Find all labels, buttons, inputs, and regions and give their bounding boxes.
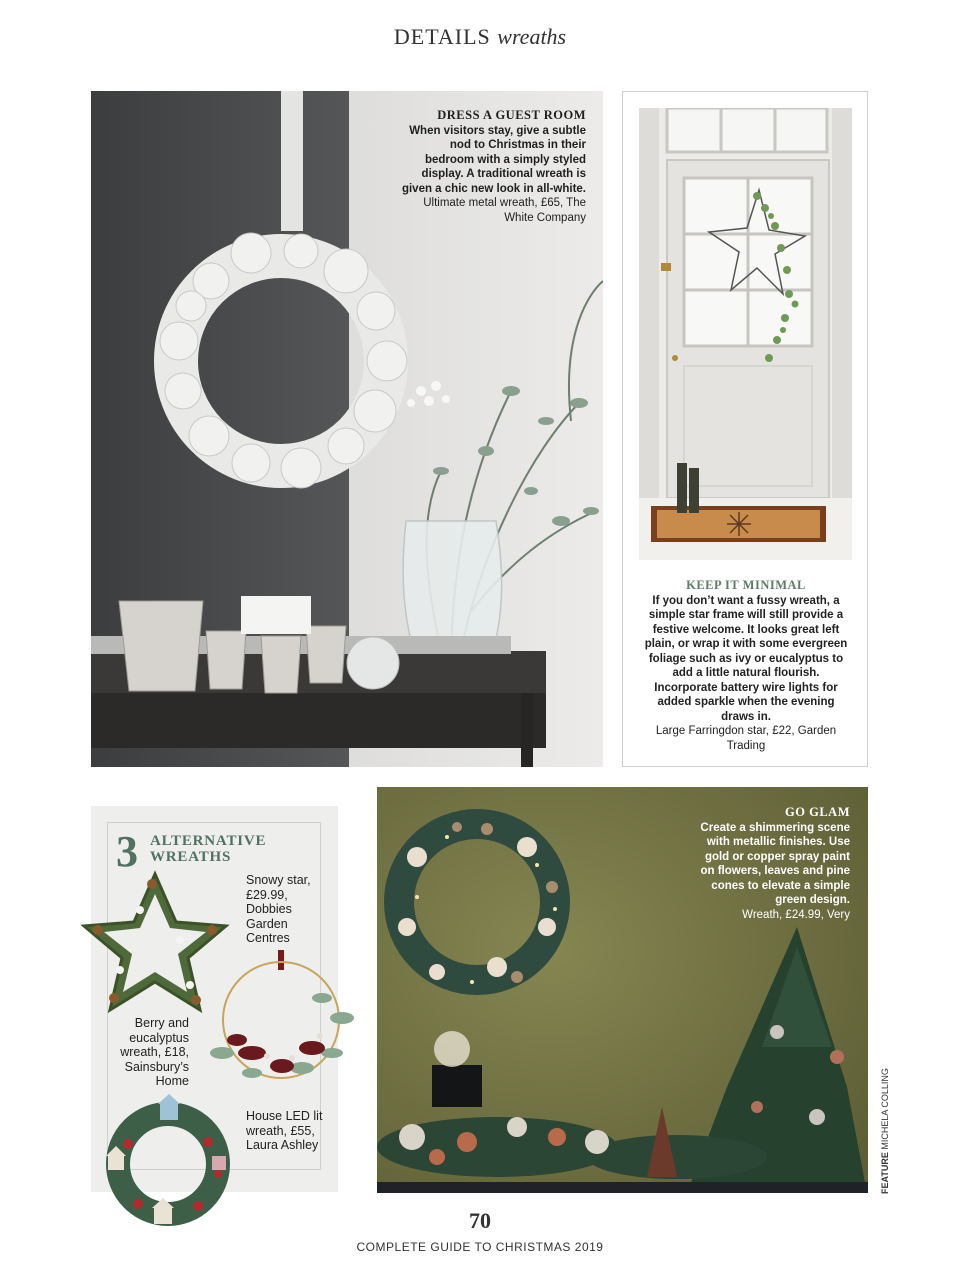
section-title: DETAILS [393, 24, 491, 49]
alternatives-title [150, 833, 266, 865]
alternatives-number: 3 [116, 827, 138, 876]
berry-eucalyptus-label: Berry and eucalyptus wreath, £18, Sainsbury’s Home [120, 1016, 189, 1088]
glam-product: Wreath, £24.99, Very [742, 908, 850, 921]
door-illustration [639, 108, 852, 560]
glam-heading: GO GLAM [785, 805, 850, 819]
minimal-body: If you don’t want a fussy wreath, a simple star frame will still provide a festive welcome. It looks great left plain, or wrap it with some evergreen foliage such as ivy or eucalyptus to add a little natural flourish. Incorporate battery wire lights for added sparkle when the evening draws in. [644, 594, 848, 723]
guest-room-caption [400, 108, 586, 225]
house-led-label: House LED lit wreath, £55, Laura Ashley [246, 1109, 323, 1152]
minimal-caption [640, 578, 852, 753]
glam-caption [690, 805, 850, 922]
glam-body: Create a shimmering scene with metallic finishes. Use gold or copper spray paint on flowers, leaves and pine cones to elevate a simple green design. [700, 821, 850, 906]
door-photo [639, 108, 852, 560]
guest-room-heading: DRESS A GUEST ROOM [437, 108, 586, 122]
guest-room-product: Ultimate metal wreath, £65, The White Company [423, 197, 586, 224]
guest-room-body: When visitors stay, give a subtle nod to Christmas in their bedroom with a simply styled display. A traditional wreath is given a chic new look in all-white. [401, 124, 586, 195]
berry-eucalyptus-wreath [192, 948, 367, 1098]
feature-credit [880, 1070, 896, 1194]
credit-name: MICHELA COLLING [880, 1068, 890, 1150]
minimal-product: Large Farringdon star, £22, Garden Trading [655, 725, 837, 752]
publication-footer: COMPLETE GUIDE TO CHRISTMAS 2019 [356, 1240, 604, 1254]
alternatives-title-line1: ALTERNATIVE [150, 833, 267, 849]
alternatives-title-line2: WREATHS [150, 849, 232, 865]
page-header [0, 24, 960, 50]
snowy-star-label: Snowy star, £29.99, Dobbies Garden Centres [246, 873, 311, 945]
credit-label: FEATURE [880, 1152, 890, 1194]
section-subtitle: wreaths [497, 24, 567, 49]
minimal-heading: KEEP IT MINIMAL [686, 578, 806, 592]
page-number: 70 [469, 1208, 491, 1233]
